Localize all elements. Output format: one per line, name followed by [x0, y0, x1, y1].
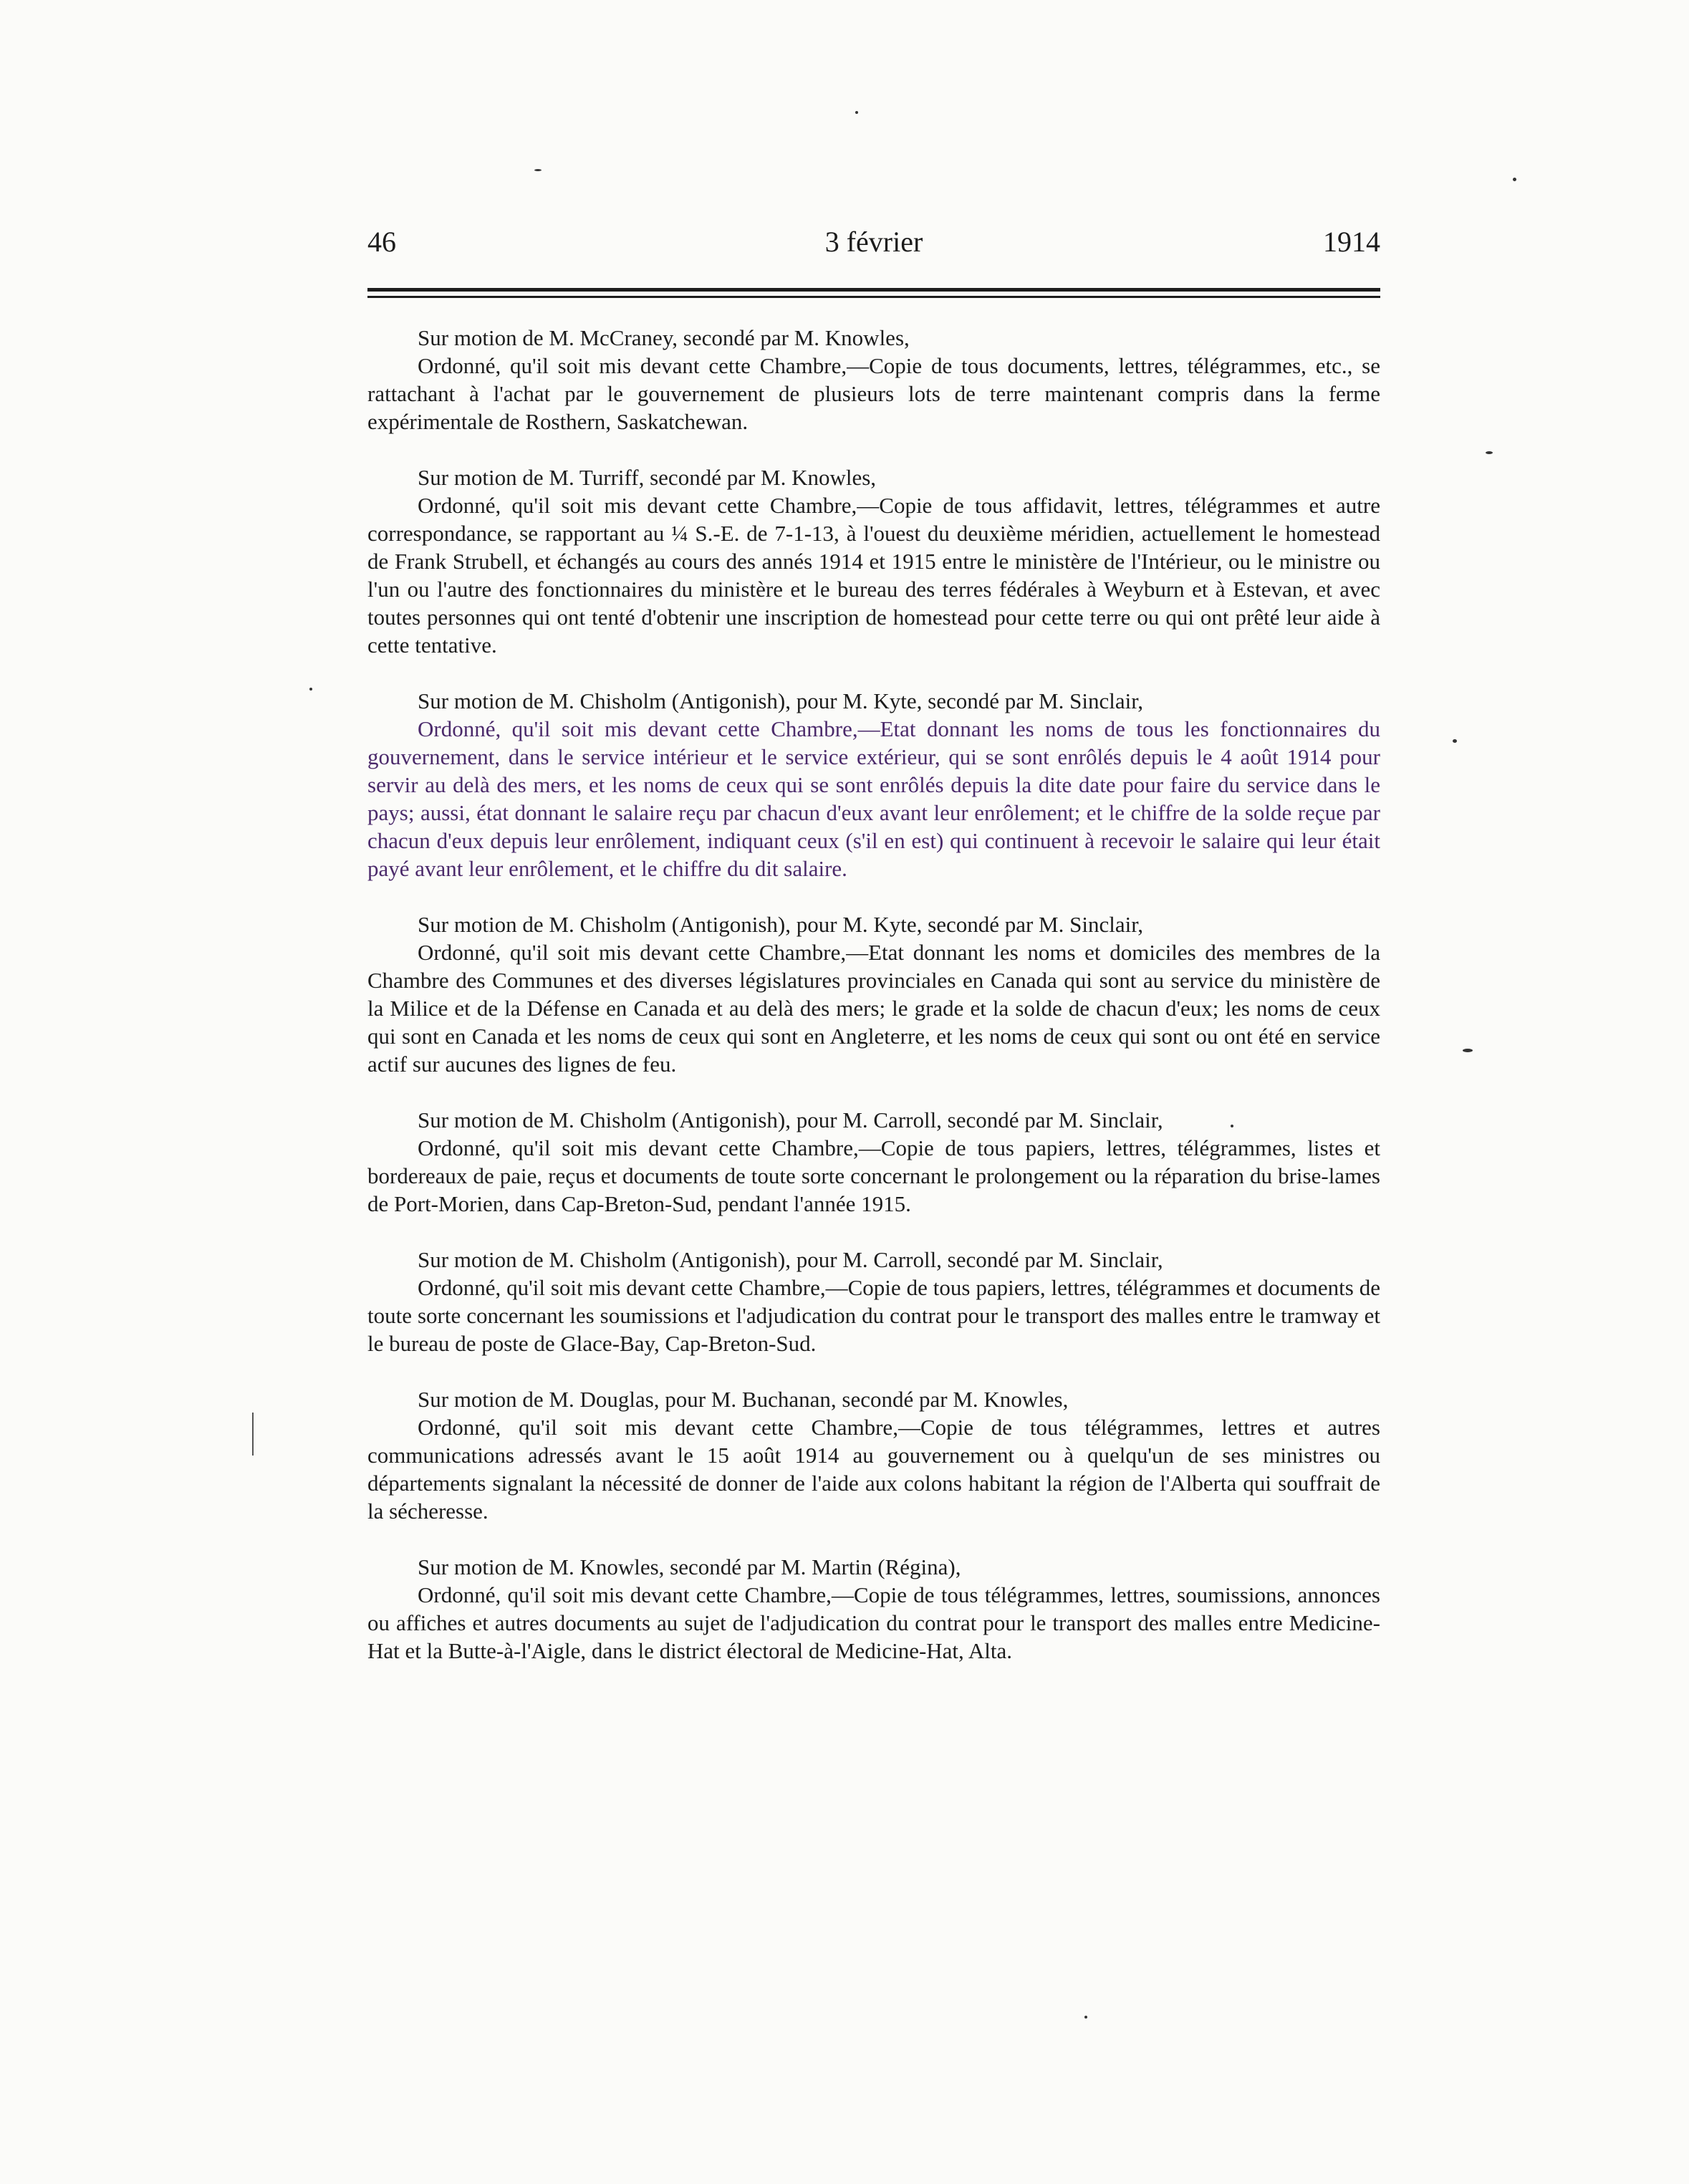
motion-entry: [367, 1553, 1380, 1665]
scan-speck: [1231, 1125, 1233, 1127]
motion-entry: [367, 1106, 1380, 1218]
scan-speck: [1486, 451, 1493, 454]
page-year: 1914: [1323, 226, 1380, 258]
scan-speck: [1513, 178, 1516, 181]
motion-mover: Sur motion de M. Chisholm (Antigonish), pour M. Kyte, secondé par M. Sinclair,: [418, 912, 1144, 937]
scan-speck: [1084, 2016, 1087, 2019]
motion-entry: [367, 910, 1380, 1078]
motion-order: Ordonné, qu'il soit mis devant cette Chambre,—Copie de tous télégrammes, lettres, soumissions, annonces ou affiches et autres documents au sujet de l'adjudication du contrat pour le transport des malles entre Medicine-Hat et la Butte-à-l'Aigle, dans le district électoral de Medicine-Hat, Alta.: [367, 1582, 1380, 1663]
motion-order: Ordonné, qu'il soit mis devant cette Chambre,—Copie de tous télégrammes, lettres et autres communications adressés avant le 15 août 1914 au gouvernement ou à quelqu'un de ses ministres ou départements signalant la nécessité de donner de l'aide aux colons habitant la région de l'Alberta qui souffrait de la sécheresse.: [367, 1415, 1380, 1524]
motion-mover: Sur motion de M. Chisholm (Antigonish), pour M. Kyte, secondé par M. Sinclair,: [418, 688, 1144, 713]
motion-order: Ordonné, qu'il soit mis devant cette Chambre,—Etat donnant les noms de tous les fonctionnaires du gouvernement, dans le service intérieur et le service extérieur, qui se sont enrôlés depuis le 4 août 1914 pour servir au delà des mers, et les noms de ceux qui se sont enrôlés depuis la dite date pour faire du service dans le pays; aussi, état donnant le salaire reçu par chacun d'eux avant leur enrôlement; et le chiffre de la solde reçue par chacun d'eux depuis leur enrôlement, indiquant ceux (s'il en est) qui continuent à recevoir le salaire qui leur était payé avant leur enrôlement, et le chiffre du dit salaire.: [367, 716, 1380, 881]
scan-speck: [1463, 1049, 1473, 1052]
motion-mover: Sur motion de M. Knowles, secondé par M. Martin (Régina),: [418, 1554, 961, 1579]
motion-entry: [367, 463, 1380, 659]
header-rule-thin: [367, 296, 1380, 298]
motion-entry: [367, 1246, 1380, 1357]
motion-order: Ordonné, qu'il soit mis devant cette Chambre,—Copie de tous papiers, lettres, télégrammes, listes et bordereaux de paie, reçus et documents de toute sorte concernant le prolongement ou la réparation du brise-lames de Port-Morien, dans Cap-Breton-Sud, pendant l'année 1915.: [367, 1135, 1380, 1216]
header-rule-thick: [367, 288, 1380, 292]
scan-speck: [855, 111, 858, 114]
page-number: 46: [367, 226, 396, 258]
motion-mover: Sur motion de M. Chisholm (Antigonish), pour M. Carroll, secondé par M. Sinclair,: [418, 1107, 1163, 1132]
motion-order: Ordonné, qu'il soit mis devant cette Chambre,—Copie de tous documents, lettres, télégrammes, etc., se rattachant à l'achat par le gouvernement de plusieurs lots de terre maintenant compris dans la ferme expérimentale de Rosthern, Saskatchewan.: [367, 353, 1380, 434]
page-header: [367, 221, 1380, 264]
motion-mover: Sur motion de M. Chisholm (Antigonish), pour M. Carroll, secondé par M. Sinclair,: [418, 1247, 1163, 1272]
scan-speck: [309, 688, 312, 691]
motion-order: Ordonné, qu'il soit mis devant cette Chambre,—Etat donnant les noms et domiciles des membres de la Chambre des Communes et des diverses législatures provinciales en Canada qui sont au service du ministère de la Milice et de la Défense en Canada et au delà des mers; le grade et la solde de chacun d'eux; les noms de ceux qui sont en Canada et les noms de ceux qui sont en Angleterre, et les noms de ceux qui sont ou ont été en service actif sur aucunes des lignes de feu.: [367, 940, 1380, 1077]
scan-speck: [1453, 739, 1457, 743]
motion-mover: Sur motion de M. Douglas, pour M. Buchanan, secondé par M. Knowles,: [418, 1387, 1069, 1412]
motion-order: Ordonné, qu'il soit mis devant cette Chambre,—Copie de tous affidavit, lettres, télégrammes et autre correspondance, se rapportant au ¼ S.-E. de 7-1-13, à l'ouest du deuxième méridien, actuellement le homestead de Frank Strubell, et échangés au cours des annés 1914 et 1915 entre le ministère de l'Intérieur, ou le ministre ou l'un ou l'autre des fonctionnaires du ministère et le bureau des terres fédérales à Weyburn et à Estevan, et avec toutes personnes qui ont tenté d'obtenir une inscription de homestead pour cette terre ou qui ont prêté leur aide à cette tentative.: [367, 493, 1380, 658]
motion-entry: [367, 324, 1380, 436]
scan-edge-mark: [252, 1413, 254, 1456]
motions-list: [367, 324, 1380, 1693]
scan-speck: [534, 169, 542, 171]
motion-order: Ordonné, qu'il soit mis devant cette Chambre,—Copie de tous papiers, lettres, télégrammes et documents de toute sorte concernant les soumissions et l'adjudication du contrat pour le transport des malles entre le tramway et le bureau de poste de Glace-Bay, Cap-Breton-Sud.: [367, 1275, 1380, 1356]
motion-entry: [367, 1385, 1380, 1525]
motion-mover: Sur motion de M. McCraney, secondé par M. Knowles,: [418, 325, 910, 350]
motion-entry: [367, 687, 1380, 882]
page-date: 3 février: [824, 226, 923, 258]
motion-mover: Sur motion de M. Turriff, secondé par M. Knowles,: [418, 465, 877, 490]
